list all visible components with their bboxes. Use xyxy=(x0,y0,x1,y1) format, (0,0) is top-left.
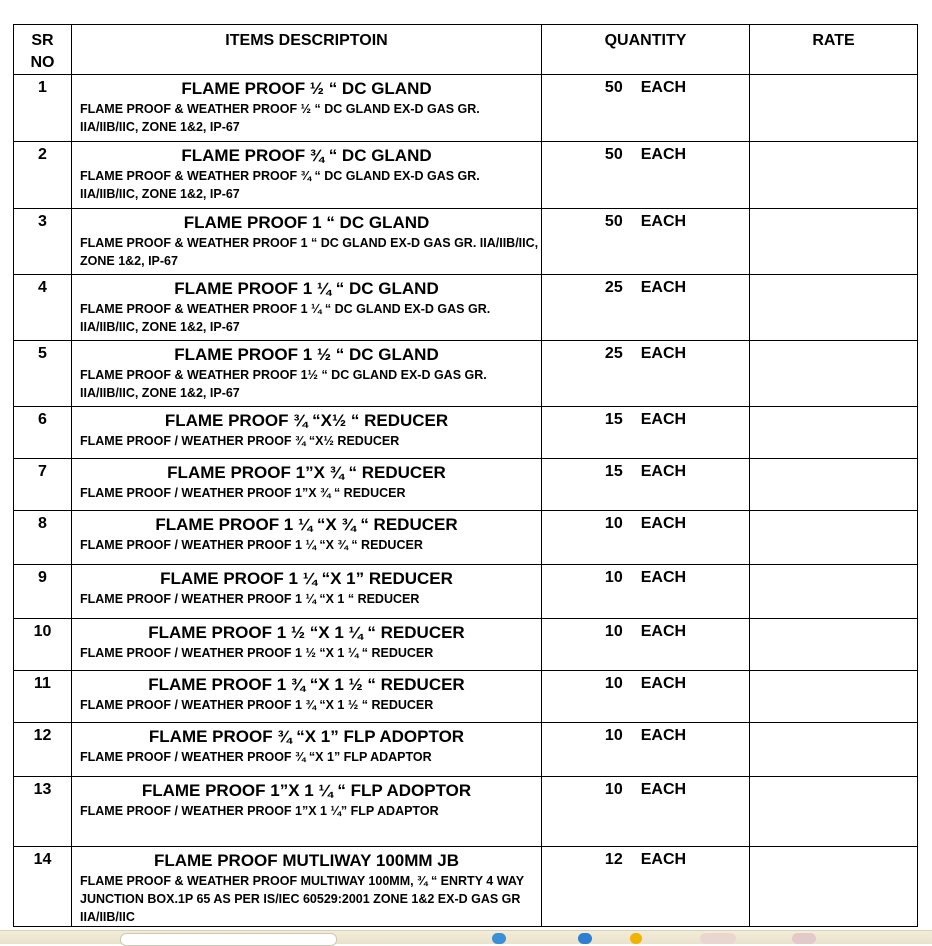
item-description-cell xyxy=(72,275,542,341)
item-title: FLAME PROOF 1”X 1 ¼ “ FLP ADOPTOR xyxy=(141,781,472,800)
table-row xyxy=(14,142,918,209)
item-detail: FLAME PROOF / WEATHER PROOF 1 ¾ “X 1 ½ “ REDUCER xyxy=(80,698,434,712)
sr-number: 6 xyxy=(14,407,72,459)
quantity-cell xyxy=(542,619,750,671)
item-title: FLAME PROOF ¾ “ DC GLAND xyxy=(181,146,432,165)
item-detail: FLAME PROOF & WEATHER PROOF 1 ¼ “ DC GLAND EX-D GAS GR. IIA/IIB/IIC, ZONE 1&2, IP-67 xyxy=(80,302,491,334)
quantity-unit: EACH xyxy=(640,79,687,96)
item-title: FLAME PROOF 1 ¼ “ DC GLAND xyxy=(174,279,439,298)
item-detail: FLAME PROOF & WEATHER PROOF 1 “ DC GLAND EX-D GAS GR. IIA/IIB/IIC, ZONE 1&2, IP-67 xyxy=(80,236,539,268)
quantity-unit: EACH xyxy=(640,213,687,230)
rate-cell[interactable] xyxy=(750,142,918,209)
quantity-value: 10 xyxy=(604,675,623,692)
sr-number: 14 xyxy=(14,847,72,927)
rate-cell[interactable] xyxy=(750,723,918,777)
sr-number: 3 xyxy=(14,209,72,275)
rate-cell[interactable] xyxy=(750,275,918,341)
item-description-cell xyxy=(72,671,542,723)
item-description-cell xyxy=(72,847,542,927)
quantity-cell xyxy=(542,341,750,407)
item-title: FLAME PROOF 1”X ¾ “ REDUCER xyxy=(167,463,446,482)
table-row xyxy=(14,565,918,619)
taskbar-search-box[interactable] xyxy=(120,933,337,946)
table-row xyxy=(14,847,918,927)
quantity-cell xyxy=(542,511,750,565)
item-description-cell xyxy=(72,209,542,275)
rate-cell[interactable] xyxy=(750,407,918,459)
table-row xyxy=(14,777,918,847)
item-detail: FLAME PROOF & WEATHER PROOF ½ “ DC GLAND EX-D GAS GR. IIA/IIB/IIC, ZONE 1&2, IP-67 xyxy=(80,102,480,134)
quantity-unit: EACH xyxy=(640,411,687,428)
rate-cell[interactable] xyxy=(750,511,918,565)
rate-cell[interactable] xyxy=(750,565,918,619)
rate-cell[interactable] xyxy=(750,619,918,671)
quantity-cell xyxy=(542,459,750,511)
item-detail: FLAME PROOF & WEATHER PROOF ¾ “ DC GLAND EX-D GAS GR. IIA/IIB/IIC, ZONE 1&2, IP-67 xyxy=(80,169,480,201)
item-description-cell xyxy=(72,777,542,847)
item-description-cell xyxy=(72,407,542,459)
quantity-unit: EACH xyxy=(640,569,687,586)
quantity-value: 10 xyxy=(604,727,623,744)
item-description-cell xyxy=(72,723,542,777)
quantity-cell xyxy=(542,671,750,723)
item-detail: FLAME PROOF & WEATHER PROOF 1½ “ DC GLAND EX-D GAS GR. IIA/IIB/IIC, ZONE 1&2, IP-67 xyxy=(80,368,487,400)
quantity-unit: EACH xyxy=(640,851,687,868)
table-row xyxy=(14,619,918,671)
item-detail: FLAME PROOF / WEATHER PROOF 1”X 1 ¼” FLP ADAPTOR xyxy=(80,804,439,818)
rate-cell[interactable] xyxy=(750,209,918,275)
quantity-cell xyxy=(542,275,750,341)
item-description-cell xyxy=(72,341,542,407)
item-title: FLAME PROOF 1 ¾ “X 1 ½ “ REDUCER xyxy=(148,675,465,694)
quantity-cell xyxy=(542,209,750,275)
header-description: ITEMS DESCRIPTOIN xyxy=(72,25,542,75)
item-description-cell xyxy=(72,142,542,209)
sr-number: 2 xyxy=(14,142,72,209)
quantity-unit: EACH xyxy=(640,146,687,163)
sr-number: 13 xyxy=(14,777,72,847)
header-rate: RATE xyxy=(750,25,918,75)
item-detail: FLAME PROOF / WEATHER PROOF 1”X ¾ “ REDUCER xyxy=(80,486,406,500)
sr-number: 4 xyxy=(14,275,72,341)
item-description-cell xyxy=(72,511,542,565)
quantity-cell xyxy=(542,847,750,927)
item-detail: FLAME PROOF / WEATHER PROOF ¾ “X 1” FLP ADAPTOR xyxy=(80,750,432,764)
quantity-value: 50 xyxy=(604,79,623,96)
quantity-cell xyxy=(542,777,750,847)
item-title: FLAME PROOF ½ “ DC GLAND xyxy=(181,79,432,98)
rate-cell[interactable] xyxy=(750,847,918,927)
item-description-cell xyxy=(72,459,542,511)
header-row xyxy=(14,25,918,75)
quantity-value: 25 xyxy=(604,279,623,296)
quantity-value: 15 xyxy=(604,463,623,480)
sr-number: 9 xyxy=(14,565,72,619)
taskbar-app-icon[interactable] xyxy=(700,933,736,944)
taskbar-app-icon[interactable] xyxy=(578,933,592,944)
quantity-unit: EACH xyxy=(640,515,687,532)
item-description-cell xyxy=(72,619,542,671)
item-title: FLAME PROOF 1 ¼ “X 1” REDUCER xyxy=(160,569,453,588)
quantity-unit: EACH xyxy=(640,727,687,744)
taskbar xyxy=(0,930,932,944)
quantity-value: 25 xyxy=(604,345,623,362)
quantity-unit: EACH xyxy=(640,279,687,296)
item-detail: FLAME PROOF & WEATHER PROOF MULTIWAY 100MM, ¾ “ ENRTY 4 WAY JUNCTION BOX.1P 65 AS PER IS/IEC 60529:2001 ZONE 1&2 EX-D GAS GR IIA/IIB/IIC xyxy=(80,874,524,924)
rate-cell[interactable] xyxy=(750,777,918,847)
sr-number: 10 xyxy=(14,619,72,671)
taskbar-app-icon[interactable] xyxy=(630,933,642,944)
table-row xyxy=(14,341,918,407)
item-detail: FLAME PROOF / WEATHER PROOF 1 ½ “X 1 ¼ “ REDUCER xyxy=(80,646,434,660)
quantity-value: 12 xyxy=(604,851,623,868)
table-row xyxy=(14,459,918,511)
taskbar-app-icon[interactable] xyxy=(492,933,506,944)
item-title: FLAME PROOF 1 “ DC GLAND xyxy=(183,213,430,232)
sr-number: 1 xyxy=(14,75,72,142)
quantity-cell xyxy=(542,407,750,459)
item-title: FLAME PROOF MUTLIWAY 100MM JB xyxy=(153,851,460,870)
quantity-cell xyxy=(542,75,750,142)
header-sr-no: SR NO xyxy=(14,25,72,75)
rate-cell[interactable] xyxy=(750,341,918,407)
table-row xyxy=(14,75,918,142)
sr-number: 7 xyxy=(14,459,72,511)
rate-cell[interactable] xyxy=(750,671,918,723)
quantity-value: 10 xyxy=(604,569,623,586)
sr-number: 5 xyxy=(14,341,72,407)
quantity-value: 10 xyxy=(604,781,623,798)
quantity-unit: EACH xyxy=(640,781,687,798)
sr-number: 12 xyxy=(14,723,72,777)
table-row xyxy=(14,209,918,275)
item-title: FLAME PROOF ¾ “X 1” FLP ADOPTOR xyxy=(148,727,465,746)
item-title: FLAME PROOF 1 ¼ “X ¾ “ REDUCER xyxy=(155,515,458,534)
item-description-cell xyxy=(72,75,542,142)
quantity-value: 10 xyxy=(604,623,623,640)
sr-number: 11 xyxy=(14,671,72,723)
item-title: FLAME PROOF ¾ “X½ “ REDUCER xyxy=(164,411,449,430)
table-row xyxy=(14,407,918,459)
items-table xyxy=(13,24,918,927)
quantity-unit: EACH xyxy=(640,675,687,692)
quantity-value: 10 xyxy=(604,515,623,532)
quantity-cell xyxy=(542,565,750,619)
quantity-value: 50 xyxy=(604,213,623,230)
quantity-unit: EACH xyxy=(640,345,687,362)
item-description-cell xyxy=(72,565,542,619)
table-row xyxy=(14,511,918,565)
quantity-unit: EACH xyxy=(640,623,687,640)
item-detail: FLAME PROOF / WEATHER PROOF 1 ¼ “X ¾ “ REDUCER xyxy=(80,538,423,552)
table-row xyxy=(14,723,918,777)
rate-cell[interactable] xyxy=(750,459,918,511)
quantity-unit: EACH xyxy=(640,463,687,480)
quantity-cell xyxy=(542,142,750,209)
item-title: FLAME PROOF 1 ½ “ DC GLAND xyxy=(174,345,439,364)
item-detail: FLAME PROOF / WEATHER PROOF ¾ “X½ REDUCER xyxy=(80,434,400,448)
header-quantity: QUANTITY xyxy=(542,25,750,75)
table-row xyxy=(14,671,918,723)
quantity-value: 15 xyxy=(604,411,623,428)
item-detail: FLAME PROOF / WEATHER PROOF 1 ¼ “X 1 “ REDUCER xyxy=(80,592,420,606)
table-row xyxy=(14,275,918,341)
taskbar-app-icon[interactable] xyxy=(792,933,816,944)
quantity-value: 50 xyxy=(604,146,623,163)
item-title: FLAME PROOF 1 ½ “X 1 ¼ “ REDUCER xyxy=(148,623,465,642)
sr-number: 8 xyxy=(14,511,72,565)
rate-cell[interactable] xyxy=(750,75,918,142)
quantity-cell xyxy=(542,723,750,777)
